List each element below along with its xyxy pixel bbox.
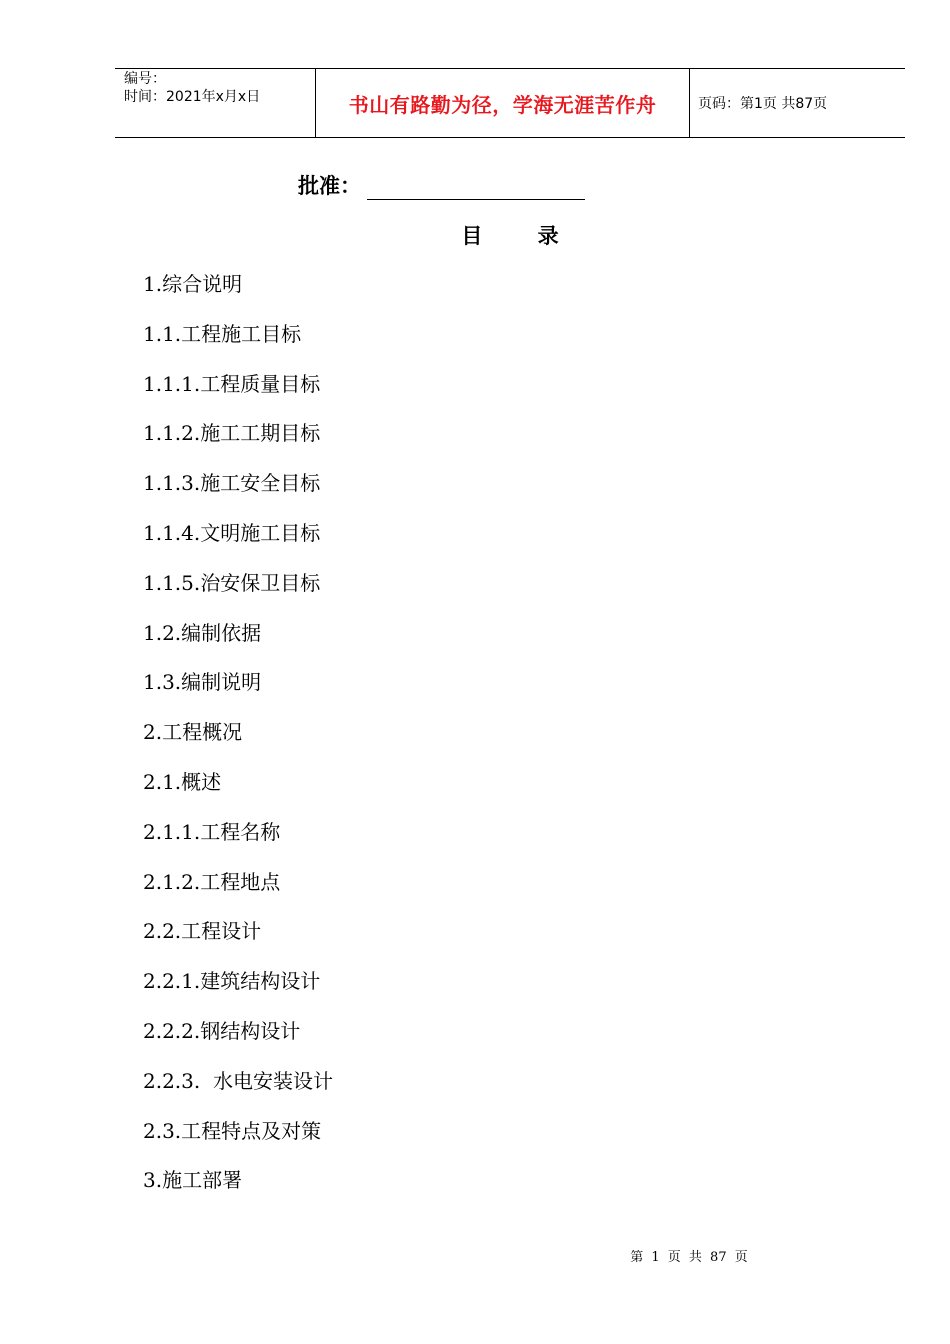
motto-text: 书山有路勤为径，学海无涯苦作舟 [348,92,657,117]
page-footer: 第 1 页 共 87 页 [630,1250,748,1265]
toc-item[interactable]: 2.2.3. 水电安装设计 [143,1068,333,1093]
page-number-label: 页码：第1页 共87页 [698,96,828,112]
date-label: 时间：2021年x月x日 [124,89,261,105]
approval-signature-line [367,175,585,200]
toc-item[interactable]: 2.2.1.建筑结构设计 [143,969,321,994]
toc-item[interactable]: 2.1.概述 [143,769,222,794]
toc-item[interactable]: 1.1.工程施工目标 [143,321,302,346]
toc-item[interactable]: 1.综合说明 [143,272,243,296]
toc-item[interactable]: 1.1.4.文明施工目标 [143,520,321,545]
toc-item[interactable]: 3.施工部署 [143,1168,243,1193]
toc-item[interactable]: 2.2.2.钢结构设计 [143,1018,301,1043]
toc-item[interactable]: 2.1.2.工程地点 [143,869,281,894]
toc-item[interactable]: 1.1.3.施工安全目标 [143,471,321,496]
table-of-contents [143,270,333,1216]
header-page-cell [690,69,905,137]
header-meta-cell [115,69,316,137]
toc-item[interactable]: 1.1.2.施工工期目标 [143,421,321,446]
toc-item[interactable]: 2.1.1.工程名称 [143,819,281,844]
toc-item[interactable]: 1.1.5.治安保卫目标 [143,570,321,595]
toc-item[interactable]: 2.工程概况 [143,720,243,745]
toc-item[interactable]: 1.1.1.工程质量目标 [143,371,321,396]
approval-label: 批准： [298,174,361,198]
document-header [115,68,905,138]
toc-item[interactable]: 2.2.工程设计 [143,919,262,944]
approval-field [298,170,585,200]
serial-number-label: 编号： [124,71,166,87]
toc-item[interactable]: 1.3.编制说明 [143,670,262,695]
header-motto-cell [316,69,690,137]
toc-item[interactable]: 2.3.工程特点及对策 [143,1118,322,1143]
toc-title: 目 录 [461,224,559,248]
toc-item[interactable]: 1.2.编制依据 [143,620,262,645]
